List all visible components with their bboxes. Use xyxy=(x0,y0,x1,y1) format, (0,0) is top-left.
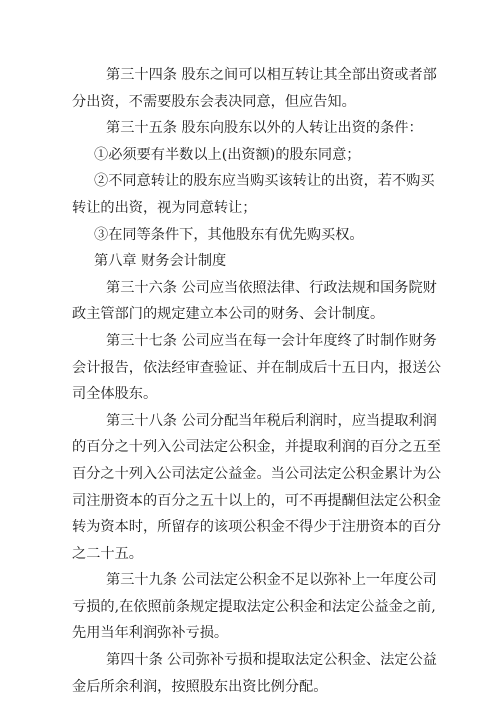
text-line: 第三十七条 公司应当在每一会计年度终了时制作财务 xyxy=(106,332,437,349)
chapter-8-heading xyxy=(94,248,428,275)
text-line: 第三十五条 股东向股东以外的人转让出资的条件： xyxy=(106,120,423,137)
paragraph-article-39 xyxy=(72,567,437,647)
text-line: 转让的出资，视为同意转让； xyxy=(72,199,257,216)
paragraph-article-35-item-1 xyxy=(94,142,428,169)
text-line: 分出资，不需要股东会表决同意，但应告知。 xyxy=(72,93,356,110)
text-line: 政主管部门的规定建立本公司的财务、会计制度。 xyxy=(72,306,385,323)
paragraph-article-35 xyxy=(94,115,428,142)
paragraph-article-34 xyxy=(72,62,437,115)
text-line: 第三十八条 公司分配当年税后利润时，应当提取利润 xyxy=(106,412,437,429)
text-line: 亏损的,在依照前条规定提取法定公积金和法定公益金之前, xyxy=(72,598,436,615)
text-line: 转为资本时，所留存的该项公积金不得少于注册资本的百分 xyxy=(72,519,441,536)
text-line: 第三十九条 公司法定公积金不足以弥补上一年度公司 xyxy=(106,572,437,589)
paragraph-article-35-item-2 xyxy=(72,168,435,221)
text-line: 司注册资本的百分之五十以上的，可不再提醐但法定公积金 xyxy=(72,492,441,509)
paragraph-article-35-item-3 xyxy=(94,222,428,249)
text-line: 第三十六条 公司应当依照法律、行政法规和国务院财 xyxy=(106,279,437,296)
text-line: ③在同等条件下，其他股东有优先购买权。 xyxy=(94,226,364,243)
text-line: 司全体股东。 xyxy=(72,386,158,403)
text-line: ①必须要有半数以上(出资额)的股东同意； xyxy=(94,146,361,163)
text-line: 第三十四条 股东之间可以相互转让其全部出资或者部 xyxy=(106,67,437,83)
text-line: 金后所余利润，按照股东出资比例分配。 xyxy=(72,678,328,695)
paragraph-article-40 xyxy=(72,647,437,700)
text-line: 百分之十列入公司法定公益金。当公司法定公积金累计为公 xyxy=(72,465,441,482)
paragraph-article-36 xyxy=(72,275,437,328)
paragraph-article-37 xyxy=(72,328,441,408)
text-line: 会计报告，依法经审查验证、并在制成后十五日内，报送公 xyxy=(72,359,441,376)
text-line: ②不同意转让的股东应当购买该转让的出资，若不购买 xyxy=(94,173,435,190)
text-line: 第八章 财务会计制度 xyxy=(94,253,227,270)
text-line: 第四十条 公司弥补亏损和提取法定公积金、法定公益 xyxy=(106,652,437,669)
paragraph-article-38 xyxy=(72,408,441,568)
text-line: 之二十五。 xyxy=(72,545,143,562)
text-line: 先用当年利润弥补亏损。 xyxy=(72,625,229,642)
text-line: 的百分之十列入公司法定公积金，并提取利润的百分之五至 xyxy=(72,439,441,456)
